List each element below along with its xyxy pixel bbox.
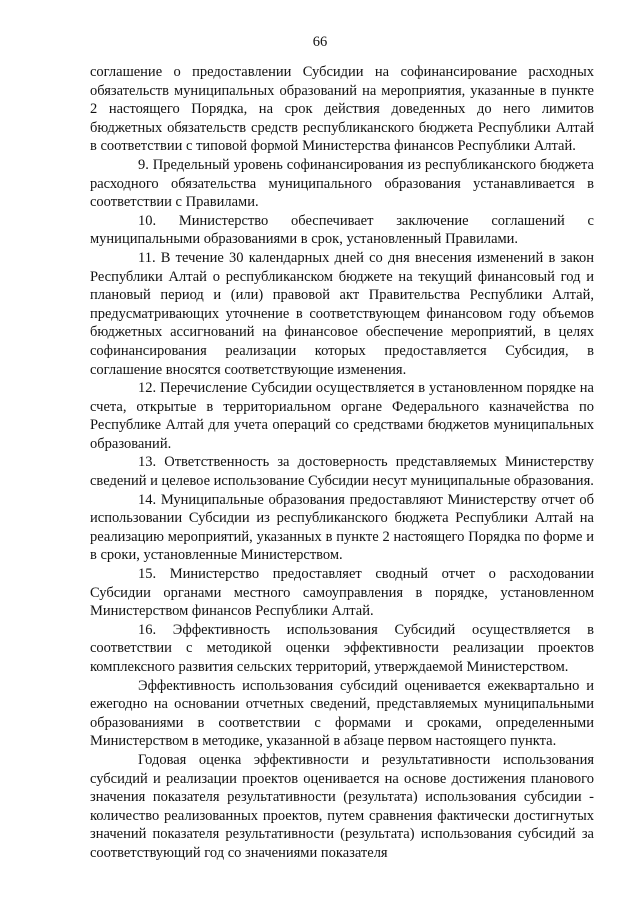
paragraph-item-14: 14. Муниципальные образования предоставляют Министерству отчет об использовании Субсидии из республиканского бюджета Республики Алтай на реализацию мероприятий, указанных в пункте 2 настоящего Порядка по форме и в сроки, установленные Министерством. xyxy=(90,491,594,564)
paragraph-effectiveness-assessment: Эффективность использования субсидий оценивается ежеквартально и ежегодно на основании отчетных сведений, представляемых муниципальными образованиями в соответствии с формами и сроками, определенными Министерством в методике, указанной в абзаце первом настоящего пункта. xyxy=(90,677,594,750)
paragraph-annual-assessment: Годовая оценка эффективности и результативности использования субсидий и реализации проектов оценивается на основе достижения планового значения показателя результативности (результата) использования субсидии - количество реализованных проектов, путем сравнения фактически достигнутых значений показателя результативности (результата) использования субсидий за соответствующий год со значениями показателя xyxy=(90,751,594,861)
paragraph-item-15: 15. Министерство предоставляет сводный отчет о расходовании Субсидии органами местного самоуправления в порядке, установленном Министерством финансов Республики Алтай. xyxy=(90,566,594,620)
paragraph-item-12: 12. Перечисление Субсидии осуществляется в установленном порядке на счета, открытые в территориальном органе Федерального казначейства по Республике Алтай для учета операций со средствами бюджетов муниципальных образований. xyxy=(90,380,594,452)
paragraph-item-9: 9. Предельный уровень софинансирования из республиканского бюджета расходного обязательства муниципального образования устанавливается в соответствии с Правилами. xyxy=(90,156,594,211)
paragraph-item-13: 13. Ответственность за достоверность представляемых Министерству сведений и целевое использование Субсидии несут муниципальные образования. xyxy=(90,454,594,490)
document-body xyxy=(90,63,594,863)
paragraph-item-10: 10. Министерство обеспечивает заключение соглашений с муниципальными образованиями в срок, установленный Правилами. xyxy=(90,212,594,248)
paragraph-item-16: 16. Эффективность использования Субсидий осуществляется в соответствии с методикой оценки эффективности реализации проектов комплексного развития сельских территорий, утверждаемой Министерством. xyxy=(90,621,594,675)
paragraph-item-11: 11. В течение 30 календарных дней со дня внесения изменений в закон Республики Алтай о республиканском бюджете на текущий финансовый год и плановый период и (или) правовой акт Правительства Республики Алтай, предусматривающих уточнение в соответствующем финансовом году объемов бюджетных ассигнований на финансовое обеспечение мероприятий, в целях софинансирования реализации которых предоставляется Субсидия, в соглашение вносятся соответствующие изменения. xyxy=(90,249,594,378)
paragraph-continuation: соглашение о предоставлении Субсидии на софинансирование расходных обязательств муниципальных образований на мероприятия, указанные в пункте 2 настоящего Порядка, на срок действия доведенных до него лимитов бюджетных обязательств средств республиканского бюджета Республики Алтай в соответствии с типовой формой Министерства финансов Республики Алтай. xyxy=(90,64,594,155)
page-number: 66 xyxy=(312,34,328,50)
